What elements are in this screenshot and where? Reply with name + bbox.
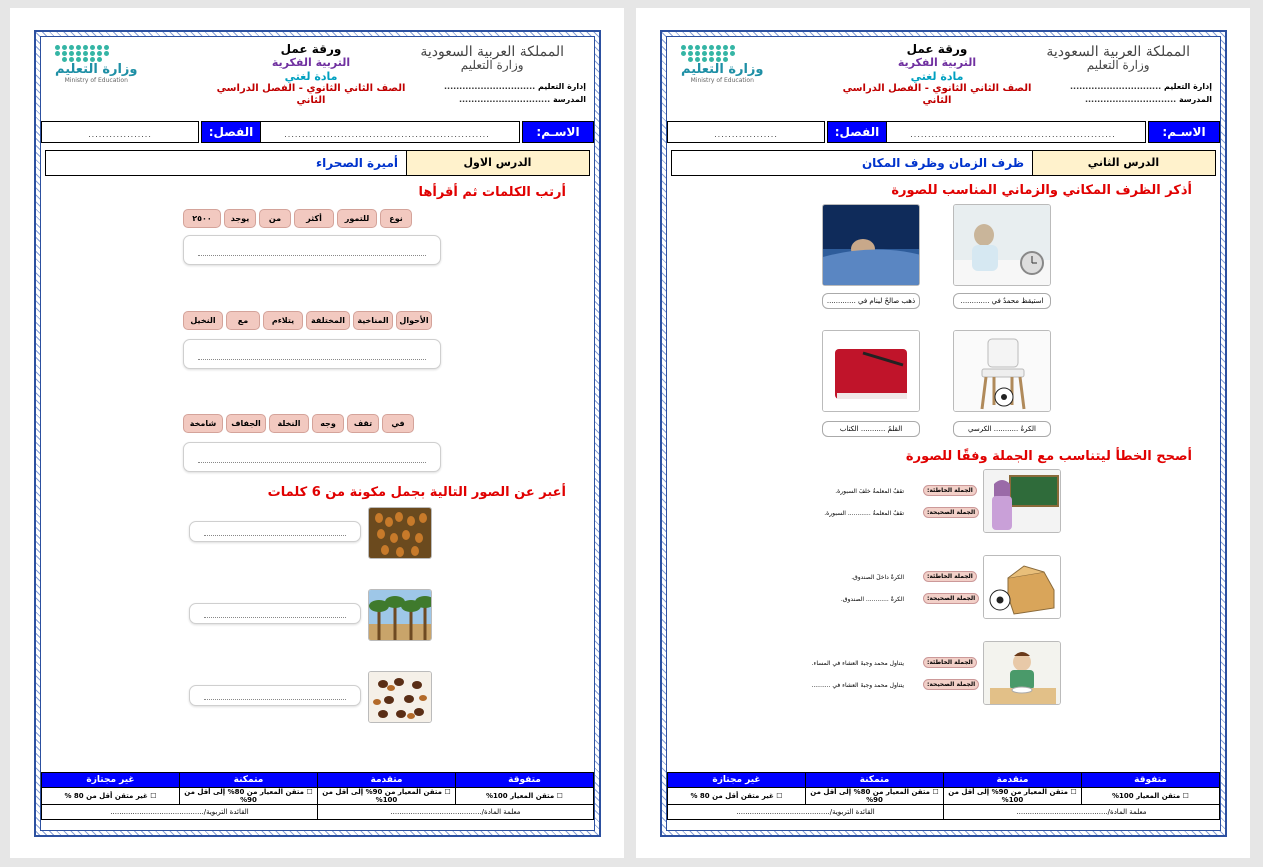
chair-ball-image bbox=[953, 330, 1051, 412]
section-heading-express: أعبر عن الصور التالية بجمل مكونة من 6 كلمات bbox=[267, 485, 566, 500]
class-field[interactable]: .................. bbox=[41, 121, 199, 143]
school-info: إدارة التعليم .............................. المدرسة .............................. bbox=[1069, 82, 1212, 104]
answer-line-3[interactable] bbox=[183, 442, 441, 472]
wrong-label: الجملة الخاطئة: bbox=[923, 485, 977, 496]
grade-header: متقدمة bbox=[944, 773, 1082, 788]
caption-sleep: ذهب صالحٌ لينام في ............. bbox=[822, 293, 920, 309]
class-label: الفصل: bbox=[201, 121, 261, 143]
box-ball-image bbox=[983, 555, 1061, 619]
correct-label: الجملة الصحيحة: bbox=[923, 593, 979, 604]
lesson-title: ظرف الزمان وظرف المكان bbox=[671, 150, 1033, 176]
leader-signature: القائدة التربوية/.......................................... bbox=[668, 805, 944, 820]
grade-checkbox[interactable]: ☐ متقن المعيار من 90% إلى أقل من 100% bbox=[944, 788, 1082, 805]
word-chip[interactable]: يتلاءم bbox=[263, 311, 303, 330]
section-heading-correct: أصحح الخطأ ليتناسب مع الجملة وفقًا للصورة bbox=[905, 449, 1192, 464]
dates-cluster-image bbox=[368, 507, 432, 559]
moe-logo-icon bbox=[681, 45, 764, 62]
subject-line: التربية الفكرية bbox=[271, 56, 351, 70]
word-group-3 bbox=[183, 414, 441, 433]
title-block: ورقة عمل التربية الفكرية مادة لغتي الصف الثاني الثانوي - الفصل الدراسي الثاني bbox=[842, 42, 1032, 106]
word-chip[interactable]: ٢٥٠٠ bbox=[183, 209, 221, 228]
worksheet-page-right bbox=[636, 8, 1250, 858]
teacher-signature: معلمة المادة/......................................... bbox=[318, 805, 594, 820]
class-label: الفصل: bbox=[827, 121, 887, 143]
grade-checkbox[interactable]: ☐ متقن المعيار 100% bbox=[456, 788, 594, 805]
word-chip[interactable]: النخيل bbox=[183, 311, 223, 330]
wrong-label: الجملة الخاطئة: bbox=[923, 657, 977, 668]
word-chip[interactable]: من bbox=[259, 209, 291, 228]
palm-trees-image bbox=[368, 589, 432, 641]
grade-header: غير مجتازة bbox=[668, 773, 806, 788]
answer-field-bowl[interactable] bbox=[189, 685, 361, 706]
word-group-2 bbox=[183, 311, 441, 330]
word-chip[interactable]: المناخية bbox=[353, 311, 393, 330]
grade-checkbox[interactable]: ☐ متقن المعيار من 90% إلى أقل من 100% bbox=[318, 788, 456, 805]
caption-pen: القلمُ ........... الكتاب bbox=[822, 421, 920, 437]
lesson-title: أميرة الصحراء bbox=[45, 150, 407, 176]
decorative-border bbox=[34, 30, 601, 837]
wrong-sentence-3: يتناول محمد وجبةَ العشاء في المساء. bbox=[811, 660, 904, 667]
lesson-label: الدرس الاول bbox=[405, 150, 590, 176]
grade-header: متفوقة bbox=[1082, 773, 1220, 788]
grade-line: الصف الثاني الثانوي - الفصل الدراسي الثاني bbox=[216, 82, 406, 106]
grade-checkbox[interactable]: ☐ متقن المعيار 100% bbox=[1082, 788, 1220, 805]
answer-line-1[interactable] bbox=[183, 235, 441, 265]
boy-eating-image bbox=[983, 641, 1061, 705]
word-group-1 bbox=[183, 209, 441, 228]
section-heading-adverbs: أذكر الظرف المكاني والزماني المناسب للصورة bbox=[891, 183, 1192, 198]
wrong-label: الجملة الخاطئة: bbox=[923, 571, 977, 582]
caption-wake: استيقظ محمدٌ في ............. bbox=[953, 293, 1051, 309]
edu-admin-label: إدارة التعليم bbox=[537, 82, 586, 91]
worksheet-page-left bbox=[10, 8, 624, 858]
word-chip[interactable]: مع bbox=[226, 311, 260, 330]
word-chip[interactable]: تقف bbox=[347, 414, 379, 433]
waking-boy-image bbox=[953, 204, 1051, 286]
grade-header: غير مجتازة bbox=[42, 773, 180, 788]
decorative-border bbox=[660, 30, 1227, 837]
class-field[interactable]: .................. bbox=[667, 121, 825, 143]
correct-label: الجملة الصحيحة: bbox=[923, 507, 979, 518]
pen-book-image bbox=[822, 330, 920, 412]
grade-header: متفوقة bbox=[456, 773, 594, 788]
grade-checkbox[interactable]: ☐ متقن المعيار من 80% إلى أقل من 90% bbox=[180, 788, 318, 805]
leader-signature: القائدة التربوية/.......................................... bbox=[42, 805, 318, 820]
school-info: إدارة التعليم .............................. المدرسة .............................. bbox=[443, 82, 586, 104]
word-chip[interactable]: نوع bbox=[380, 209, 412, 228]
answer-field-dates[interactable] bbox=[189, 521, 361, 542]
grading-table bbox=[667, 772, 1220, 820]
moe-logo: وزارة التعليم Ministry of Education bbox=[681, 45, 764, 84]
grade-header: متقدمة bbox=[318, 773, 456, 788]
name-field[interactable]: .......................................................... bbox=[254, 121, 520, 143]
name-label: الاسـم: bbox=[1148, 121, 1220, 143]
word-chip[interactable]: الجفاف bbox=[226, 414, 266, 433]
correct-label: الجملة الصحيحة: bbox=[923, 679, 979, 690]
word-chip[interactable]: الأحوال bbox=[396, 311, 432, 330]
grade-checkbox[interactable]: ☐ متقن المعيار من 80% إلى أقل من 90% bbox=[806, 788, 944, 805]
grading-table bbox=[41, 772, 594, 820]
moe-logo-icon bbox=[55, 45, 138, 62]
word-chip[interactable]: أكثر bbox=[294, 209, 334, 228]
grade-header: متمكنة bbox=[180, 773, 318, 788]
grade-header: متمكنة bbox=[806, 773, 944, 788]
subject-name: مادة لغتي bbox=[284, 69, 338, 83]
title-block bbox=[201, 42, 421, 107]
section-heading-arrange: أرتب الكلمات ثم أقرأها bbox=[418, 185, 566, 200]
grade-checkbox[interactable]: ☐ غير متقن أقل من 80 % bbox=[668, 788, 806, 805]
word-chip[interactable]: وجه bbox=[312, 414, 344, 433]
worksheet-title: ورقة عمل bbox=[280, 42, 342, 56]
teacher-signature: معلمة المادة/......................................... bbox=[944, 805, 1220, 820]
answer-field-palms[interactable] bbox=[189, 603, 361, 624]
sleeping-boy-image bbox=[822, 204, 920, 286]
correct-sentence-3[interactable]: يتناول محمد وجبةَ العشاء في .......... bbox=[811, 682, 904, 689]
word-chip[interactable]: في bbox=[382, 414, 414, 433]
word-chip[interactable]: النخلة bbox=[269, 414, 309, 433]
wrong-sentence-2: الكرةُ داخلَ الصندوق. bbox=[851, 574, 904, 581]
answer-line-2[interactable] bbox=[183, 339, 441, 369]
teacher-board-image bbox=[983, 469, 1061, 533]
moe-logo: وزارة التعليم Ministry of Education bbox=[55, 45, 138, 84]
kingdom-emblem-text: المملكة العربية السعودية وزارة التعليم bbox=[1046, 44, 1190, 72]
word-chip[interactable]: يوجد bbox=[224, 209, 256, 228]
correct-sentence-2[interactable]: الكرةُ ............ الصندوق. bbox=[840, 596, 904, 603]
school-label: المدرسة bbox=[552, 95, 586, 104]
caption-ball: الكرةُ ........... الكرسي bbox=[953, 421, 1051, 437]
grade-checkbox[interactable]: ☐ غير متقن أقل من 80 % bbox=[42, 788, 180, 805]
wrong-sentence-1: تقفُ المعلمةُ خلفَ السبورة. bbox=[835, 488, 904, 495]
kingdom-emblem-text: المملكة العربية السعودية وزارة التعليم bbox=[420, 44, 564, 72]
word-chip[interactable]: المختلفة bbox=[306, 311, 350, 330]
word-chip[interactable]: شامخة bbox=[183, 414, 223, 433]
lesson-label: الدرس الثاني bbox=[1031, 150, 1216, 176]
word-chip[interactable]: للتمور bbox=[337, 209, 377, 228]
name-field[interactable]: .......................................................... bbox=[880, 121, 1146, 143]
dates-bowl-image bbox=[368, 671, 432, 723]
name-label: الاسـم: bbox=[522, 121, 594, 143]
correct-sentence-1[interactable]: تقفُ المعلمةُ ............ السبورة. bbox=[824, 510, 904, 517]
